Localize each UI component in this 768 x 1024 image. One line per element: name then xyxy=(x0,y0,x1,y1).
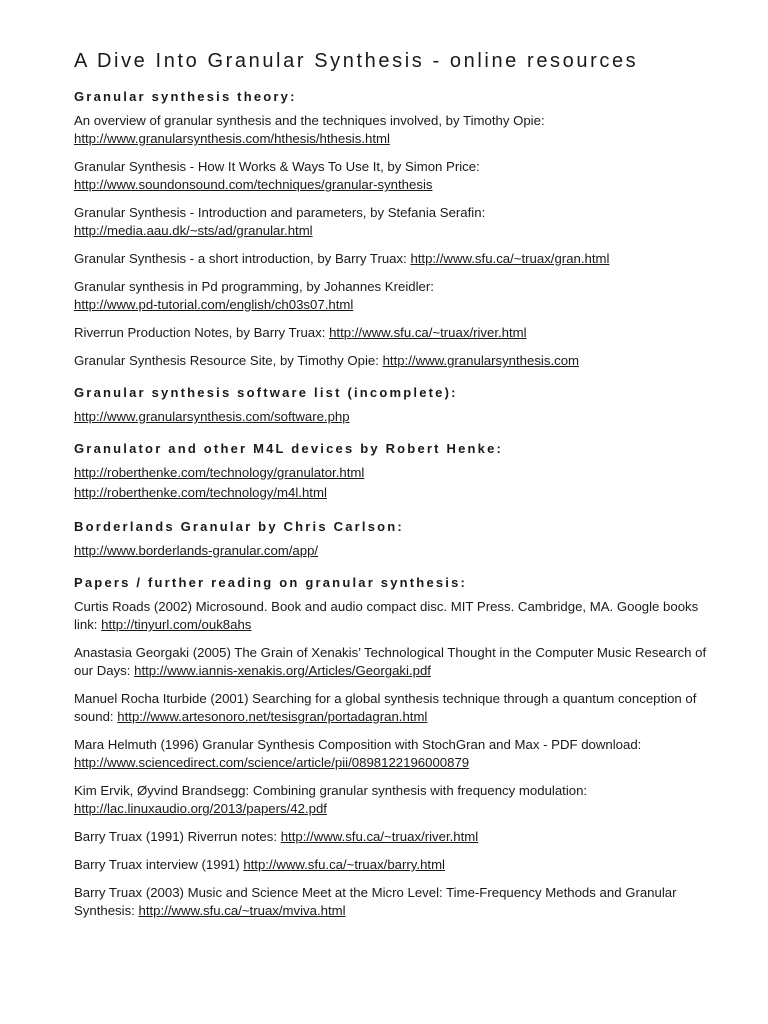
resource-link[interactable]: http://tinyurl.com/ouk8ahs xyxy=(101,617,252,632)
section-heading: Granular synthesis software list (incomplete): xyxy=(74,385,458,400)
resource-link[interactable]: http://www.sfu.ca/~truax/barry.html xyxy=(243,857,445,872)
resource-entry xyxy=(74,736,714,772)
resource-entry xyxy=(74,158,714,194)
entry-description: Anastasia Georgaki (2005) The Grain of Xenakis’ Technological Thought in the Computer Music Research of our Days: xyxy=(74,645,707,678)
section-m4l-devices xyxy=(74,440,714,502)
section-theory xyxy=(74,88,714,370)
section-papers xyxy=(74,574,714,920)
page-title: A Dive Into Granular Synthesis - online resources xyxy=(74,50,639,72)
section-heading: Borderlands Granular by Chris Carlson: xyxy=(74,519,404,534)
resource-entry xyxy=(74,884,714,920)
entry-description: Kim Ervik, Øyvind Brandsegg: Combining granular synthesis with frequency modulation: xyxy=(74,783,588,798)
resource-entry xyxy=(74,644,714,680)
resource-link[interactable]: http://www.pd-tutorial.com/english/ch03s07.html xyxy=(74,297,354,312)
entry-description: Granular synthesis in Pd programming, by Johannes Kreidler: xyxy=(74,279,434,294)
resource-link[interactable]: http://www.sfu.ca/~truax/river.html xyxy=(329,325,527,340)
resource-link[interactable]: http://www.artesonoro.net/tesisgran/portadagran.html xyxy=(117,709,428,724)
resource-entry xyxy=(74,782,714,818)
resource-link[interactable]: http://www.iannis-xenakis.org/Articles/Georgaki.pdf xyxy=(134,663,431,678)
entry-description: Barry Truax interview (1991) xyxy=(74,857,240,872)
resource-link[interactable]: http://www.sfu.ca/~truax/gran.html xyxy=(410,251,610,266)
entry-description: Granular Synthesis Resource Site, by Timothy Opie: xyxy=(74,353,379,368)
entry-description: Barry Truax (1991) Riverrun notes: xyxy=(74,829,278,844)
entry-description: Riverrun Production Notes, by Barry Truax: xyxy=(74,325,326,340)
resource-entry xyxy=(74,250,714,268)
entry-description: Granular Synthesis - a short introduction, by Barry Truax: xyxy=(74,251,407,266)
resource-entry xyxy=(74,408,714,426)
resource-entry xyxy=(74,542,714,560)
resource-link[interactable]: http://www.sfu.ca/~truax/river.html xyxy=(280,829,479,844)
resource-entry xyxy=(74,856,714,874)
section-heading: Granular synthesis theory: xyxy=(74,89,297,104)
resource-link[interactable]: http://media.aau.dk/~sts/ad/granular.html xyxy=(74,223,313,238)
resource-entry xyxy=(74,352,714,370)
section-software-list xyxy=(74,384,714,426)
entry-description: Manuel Rocha Iturbide (2001) Searching for a global synthesis technique through a quantum conception of sound: xyxy=(74,691,697,724)
resource-link[interactable]: http://www.soundonsound.com/techniques/granular-synthesis xyxy=(74,177,433,192)
entry-description: An overview of granular synthesis and the techniques involved, by Timothy Opie: xyxy=(74,113,545,128)
resource-entry xyxy=(74,484,714,502)
resource-link[interactable]: http://www.sciencedirect.com/science/article/pii/0898122196000879 xyxy=(74,755,470,770)
resource-link[interactable]: http://www.sfu.ca/~truax/mviva.html xyxy=(138,903,346,918)
entry-description: Curtis Roads (2002) Microsound. Book and audio compact disc. MIT Press. Cambridge, MA. Google books link: xyxy=(74,599,699,632)
resource-entry xyxy=(74,828,714,846)
entry-description: Granular Synthesis - Introduction and parameters, by Stefania Serafin: xyxy=(74,205,486,220)
resource-link[interactable]: http://www.borderlands-granular.com/app/ xyxy=(74,543,319,558)
section-heading: Granulator and other M4L devices by Robert Henke: xyxy=(74,441,504,456)
document-page xyxy=(74,48,714,934)
resource-entry xyxy=(74,324,714,342)
resource-entry xyxy=(74,598,714,634)
resource-entry xyxy=(74,112,714,148)
resource-link[interactable]: http://lac.linuxaudio.org/2013/papers/42.pdf xyxy=(74,801,327,816)
entry-description: Mara Helmuth (1996) Granular Synthesis Composition with StochGran and Max - PDF download: xyxy=(74,737,642,752)
resource-entry xyxy=(74,204,714,240)
resource-link[interactable]: http://roberthenke.com/technology/granulator.html xyxy=(74,465,365,480)
section-borderlands xyxy=(74,518,714,560)
entry-description: Barry Truax (2003) Music and Science Meet at the Micro Level: Time-Frequency Methods and Granular Synthesis: xyxy=(74,885,677,918)
resource-entry xyxy=(74,690,714,726)
resource-entry xyxy=(74,464,714,482)
resource-link[interactable]: http://www.granularsynthesis.com xyxy=(382,353,580,368)
resource-link[interactable]: http://www.granularsynthesis.com/software.php xyxy=(74,409,350,424)
resource-link[interactable]: http://www.granularsynthesis.com/hthesis/hthesis.html xyxy=(74,131,390,146)
section-heading: Papers / further reading on granular synthesis: xyxy=(74,575,468,590)
entry-description: Granular Synthesis - How It Works & Ways To Use It, by Simon Price: xyxy=(74,159,480,174)
resource-link[interactable]: http://roberthenke.com/technology/m4l.html xyxy=(74,485,327,500)
resource-entry xyxy=(74,278,714,314)
